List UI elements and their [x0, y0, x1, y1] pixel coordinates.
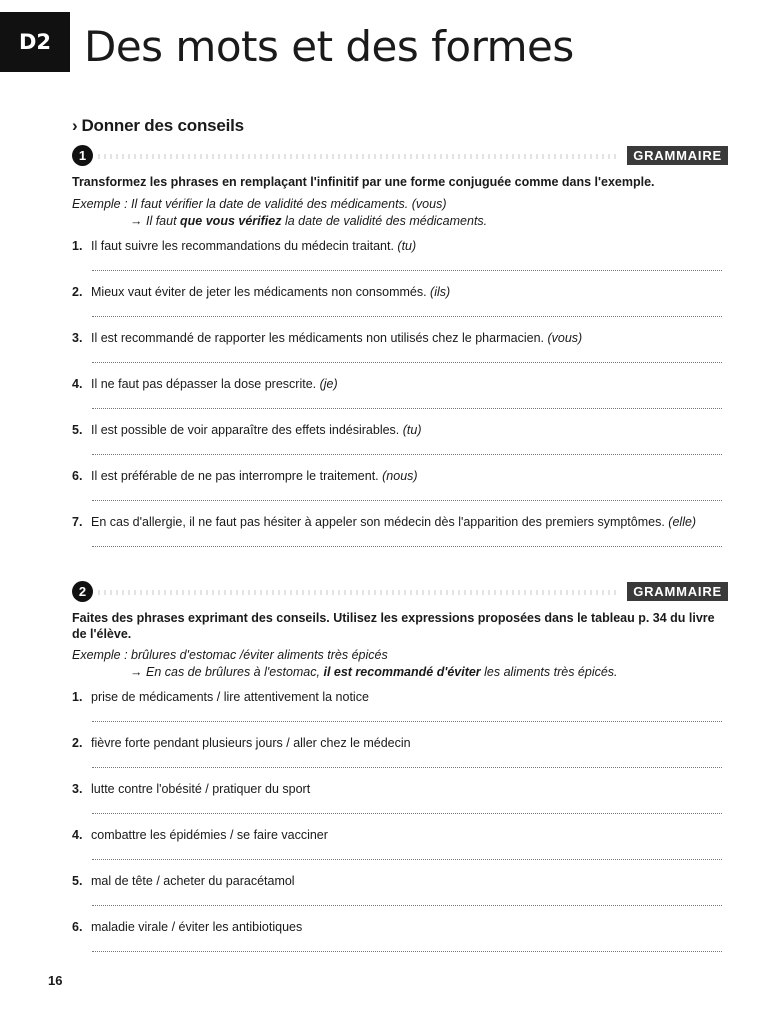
example-line: Exemple : brûlures d'estomac /éviter aliments très épicés — [72, 648, 388, 662]
item-text: combattre les épidémies / se faire vacciner — [91, 828, 328, 842]
answer-line[interactable] — [92, 454, 722, 455]
exercise-item — [72, 735, 728, 752]
answer-line[interactable] — [92, 316, 722, 317]
example-answer-line: → Il faut que vous vérifiez la date de validité des médicaments. — [130, 214, 488, 228]
exercise-item — [72, 468, 728, 485]
exercise-item — [72, 781, 728, 798]
arrow-right-icon: → — [130, 214, 143, 228]
page-number: 16 — [48, 973, 63, 988]
header-band — [98, 590, 616, 595]
item-number: 7. — [72, 515, 83, 529]
example-answer-highlight: il est recommandé d'éviter — [323, 665, 481, 679]
exercise-item — [72, 514, 728, 531]
exercise-1-header — [72, 145, 728, 167]
answer-line[interactable] — [92, 500, 722, 501]
item-text: En cas d'allergie, il ne faut pas hésiter à appeler son médecin dès l'apparition des premiers symptômes. — [91, 515, 669, 529]
answer-line[interactable] — [92, 951, 722, 952]
arrow-right-icon: → — [130, 665, 143, 679]
header-band — [98, 154, 616, 159]
answer-line[interactable] — [92, 408, 722, 409]
answer-line[interactable] — [92, 905, 722, 906]
answer-line[interactable] — [92, 362, 722, 363]
exercise-item — [72, 919, 728, 936]
item-number: 6. — [72, 920, 83, 934]
item-number: 2. — [72, 736, 83, 750]
item-number: 4. — [72, 377, 83, 391]
exercise-item — [72, 376, 728, 393]
chevron-right-icon: › — [72, 116, 78, 135]
exercise-1-instruction: Transformez les phrases en remplaçant l'infinitif par une forme conjuguée comme dans l'exemple. — [72, 175, 655, 189]
item-number: 3. — [72, 782, 83, 796]
answer-line[interactable] — [92, 270, 722, 271]
exercise-item — [72, 238, 728, 255]
item-number: 5. — [72, 423, 83, 437]
item-text: maladie virale / éviter les antibiotiques — [91, 920, 303, 934]
exercise-2-example — [72, 647, 722, 681]
grammaire-tag: GRAMMAIRE — [627, 582, 728, 601]
item-text: Il ne faut pas dépasser la dose prescrite. — [91, 377, 320, 391]
item-pronoun-hint: (elle) — [668, 515, 697, 529]
item-number: 6. — [72, 469, 83, 483]
section-title — [72, 116, 244, 136]
item-text: fièvre forte pendant plusieurs jours / aller chez le médecin — [91, 736, 411, 750]
example-line: Exemple : Il faut vérifier la date de validité des médicaments. (vous) — [72, 197, 447, 211]
item-pronoun-hint: (tu) — [402, 423, 422, 437]
item-pronoun-hint: (je) — [319, 377, 338, 391]
item-number: 1. — [72, 690, 83, 704]
exercise-number-badge: 1 — [72, 145, 93, 166]
item-text: prise de médicaments / lire attentivement la notice — [91, 690, 369, 704]
exercise-2-header — [72, 581, 728, 603]
item-number: 5. — [72, 874, 83, 888]
answer-line[interactable] — [92, 859, 722, 860]
exercise-item — [72, 689, 728, 706]
item-text: Il faut suivre les recommandations du médecin traitant. — [91, 239, 398, 253]
exercise-item — [72, 422, 728, 439]
item-number: 4. — [72, 828, 83, 842]
item-pronoun-hint: (vous) — [547, 331, 583, 345]
item-pronoun-hint: (nous) — [382, 469, 418, 483]
item-pronoun-hint: (tu) — [397, 239, 417, 253]
exercise-2-instruction: Faites des phrases exprimant des conseils. Utilisez les expressions proposées dans le tableau p. 34 du livre de l'élève. — [72, 611, 715, 641]
exercise-item — [72, 330, 728, 347]
exercise-item — [72, 827, 728, 844]
example-answer-line: → En cas de brûlures à l'estomac, il est recommandé d'éviter les aliments très épicés. — [130, 665, 618, 679]
item-number: 3. — [72, 331, 83, 345]
item-text: Il est recommandé de rapporter les médicaments non utilisés chez le pharmacien. — [91, 331, 548, 345]
item-number: 2. — [72, 285, 83, 299]
answer-line[interactable] — [92, 813, 722, 814]
answer-line[interactable] — [92, 721, 722, 722]
chapter-badge: D2 — [0, 12, 70, 72]
item-text: Mieux vaut éviter de jeter les médicaments non consommés. — [91, 285, 431, 299]
page-title: Des mots et des formes — [84, 22, 574, 71]
section-title-text: Donner des conseils — [81, 116, 244, 135]
grammaire-tag: GRAMMAIRE — [627, 146, 728, 165]
exercise-number-badge: 2 — [72, 581, 93, 602]
item-text: Il est possible de voir apparaître des effets indésirables. — [91, 423, 403, 437]
item-pronoun-hint: (ils) — [430, 285, 451, 299]
answer-line[interactable] — [92, 767, 722, 768]
exercise-1-example — [72, 196, 722, 230]
exercise-item — [72, 873, 728, 890]
item-text: Il est préférable de ne pas interrompre le traitement. — [91, 469, 383, 483]
exercise-item — [72, 284, 728, 301]
item-text: mal de tête / acheter du paracétamol — [91, 874, 295, 888]
answer-line[interactable] — [92, 546, 722, 547]
example-answer-highlight: que vous vérifiez — [180, 214, 282, 228]
item-number: 1. — [72, 239, 83, 253]
item-text: lutte contre l'obésité / pratiquer du sport — [91, 782, 311, 796]
